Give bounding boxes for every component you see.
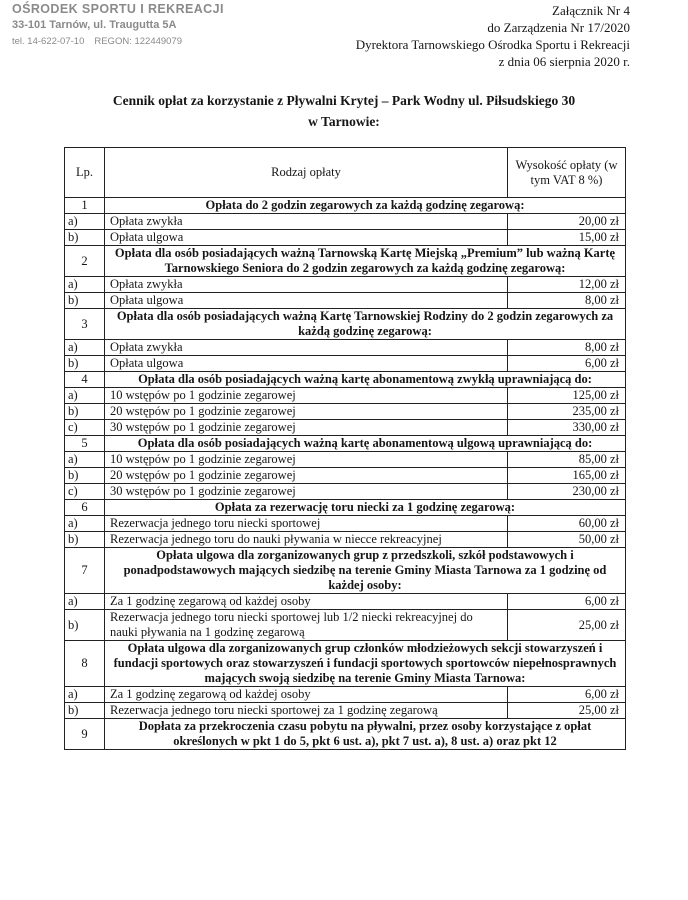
item-letter: a) bbox=[65, 452, 105, 468]
section-number: 4 bbox=[65, 372, 105, 388]
item-label: 10 wstępów po 1 godzinie zegarowej bbox=[105, 452, 508, 468]
table-row bbox=[65, 610, 626, 641]
section-number: 3 bbox=[65, 309, 105, 340]
table-row bbox=[65, 703, 626, 719]
table-row bbox=[65, 687, 626, 703]
item-letter: a) bbox=[65, 687, 105, 703]
section-row bbox=[65, 372, 626, 388]
table-row bbox=[65, 214, 626, 230]
title-line-1: Cennik opłat za korzystanie z Pływalni Krytej – Park Wodny ul. Piłsudskiego 30 bbox=[112, 93, 576, 108]
table-row bbox=[65, 594, 626, 610]
table-row bbox=[65, 452, 626, 468]
item-letter: a) bbox=[65, 340, 105, 356]
item-letter: b) bbox=[65, 468, 105, 484]
annex-line-2: do Zarządzenia Nr 17/2020 bbox=[487, 20, 630, 35]
item-letter: b) bbox=[65, 293, 105, 309]
table-row bbox=[65, 420, 626, 436]
title-line-2: w Tarnowie: bbox=[308, 114, 380, 129]
table-row bbox=[65, 277, 626, 293]
item-price: 25,00 zł bbox=[508, 610, 626, 641]
item-price: 15,00 zł bbox=[508, 230, 626, 246]
section-title: Opłata do 2 godzin zegarowych za każdą godzinę zegarową: bbox=[105, 198, 626, 214]
annex-line-4: z dnia 06 sierpnia 2020 r. bbox=[498, 54, 630, 69]
table-row bbox=[65, 468, 626, 484]
item-letter: a) bbox=[65, 388, 105, 404]
section-row bbox=[65, 548, 626, 594]
item-label: Opłata zwykła bbox=[105, 277, 508, 293]
section-title: Opłata dla osób posiadających ważną kartę abonamentową ulgową uprawniającą do: bbox=[105, 436, 626, 452]
item-label: Rezerwacja jednego toru niecki sportowej lub 1/2 niecki rekreacyjnej do nauki pływania na 1 godzinę zegarową bbox=[105, 610, 508, 641]
table-row bbox=[65, 356, 626, 372]
table-row bbox=[65, 516, 626, 532]
item-letter: c) bbox=[65, 420, 105, 436]
item-label: 10 wstępów po 1 godzinie zegarowej bbox=[105, 388, 508, 404]
item-letter: a) bbox=[65, 594, 105, 610]
item-price: 330,00 zł bbox=[508, 420, 626, 436]
section-title: Opłata dla osób posiadających ważną kartę abonamentową zwykłą uprawniającą do: bbox=[105, 372, 626, 388]
header-lp: Lp. bbox=[65, 148, 105, 198]
section-title: Opłata ulgowa dla zorganizowanych grup z przedszkoli, szkół podstawowych i ponadpodstawowych mających siedzibę na terenie Gminy Miasta Tarnowa za 1 godzinę od każdej osoby: bbox=[105, 548, 626, 594]
item-label: Za 1 godzinę zegarową od każdej osoby bbox=[105, 687, 508, 703]
item-label: 30 wstępów po 1 godzinie zegarowej bbox=[105, 420, 508, 436]
stamp-address: 33-101 Tarnów, ul. Traugutta 5A bbox=[12, 19, 177, 31]
section-title: Opłata za rezerwację toru niecki za 1 godzinę zegarową: bbox=[105, 500, 626, 516]
item-price: 60,00 zł bbox=[508, 516, 626, 532]
price-table bbox=[64, 147, 626, 750]
section-title: Opłata ulgowa dla zorganizowanych grup członków młodzieżowych sekcji stowarzyszeń i fundacji sportowych oraz stowarzyszeń i fundacji sportowych sportowców niepełnosprawnych mających swoją siedzibę na terenie Gminy Miasta Tarnowa: bbox=[105, 641, 626, 687]
item-price: 85,00 zł bbox=[508, 452, 626, 468]
item-letter: a) bbox=[65, 277, 105, 293]
section-title: Dopłata za przekroczenia czasu pobytu na pływalni, przez osoby korzystające z opłat określonych w pkt 1 do 5, pkt 6 ust. a), pkt 7 ust. a), 8 ust. a) oraz pkt 12 bbox=[105, 719, 626, 750]
item-price: 125,00 zł bbox=[508, 388, 626, 404]
item-letter: b) bbox=[65, 356, 105, 372]
item-label: Opłata ulgowa bbox=[105, 356, 508, 372]
table-row bbox=[65, 230, 626, 246]
item-letter: a) bbox=[65, 516, 105, 532]
stamp-phone: tel. 14-622-07-10 bbox=[12, 36, 85, 47]
section-row bbox=[65, 500, 626, 516]
header-type: Rodzaj opłaty bbox=[105, 148, 508, 198]
item-price: 6,00 zł bbox=[508, 687, 626, 703]
stamp-name: OŚRODEK SPORTU I REKREACJI bbox=[12, 2, 224, 16]
stamp-contact bbox=[12, 35, 224, 48]
item-price: 165,00 zł bbox=[508, 468, 626, 484]
item-label: Rezerwacja jednego toru do nauki pływania w niecce rekreacyjnej bbox=[105, 532, 508, 548]
annex-reference bbox=[356, 2, 630, 70]
header-price: Wysokość opłaty (w tym VAT 8 %) bbox=[508, 148, 626, 198]
section-number: 6 bbox=[65, 500, 105, 516]
section-number: 2 bbox=[65, 246, 105, 277]
item-letter: b) bbox=[65, 404, 105, 420]
item-label: Opłata ulgowa bbox=[105, 230, 508, 246]
section-number: 8 bbox=[65, 641, 105, 687]
section-number: 1 bbox=[65, 198, 105, 214]
item-label: Opłata zwykła bbox=[105, 214, 508, 230]
item-label: Rezerwacja jednego toru niecki sportowej za 1 godzinę zegarową bbox=[105, 703, 508, 719]
item-price: 235,00 zł bbox=[508, 404, 626, 420]
item-label: 30 wstępów po 1 godzinie zegarowej bbox=[105, 484, 508, 500]
item-letter: b) bbox=[65, 230, 105, 246]
item-label: Opłata ulgowa bbox=[105, 293, 508, 309]
section-row bbox=[65, 436, 626, 452]
office-stamp bbox=[12, 2, 224, 48]
section-title: Opłata dla osób posiadających ważną Kartę Tarnowskiej Rodziny do 2 godzin zegarowych za każdą godzinę zegarową: bbox=[105, 309, 626, 340]
item-label: 20 wstępów po 1 godzinie zegarowej bbox=[105, 468, 508, 484]
item-price: 12,00 zł bbox=[508, 277, 626, 293]
section-row bbox=[65, 198, 626, 214]
item-label: Za 1 godzinę zegarową od każdej osoby bbox=[105, 594, 508, 610]
section-number: 7 bbox=[65, 548, 105, 594]
section-row bbox=[65, 719, 626, 750]
item-letter: c) bbox=[65, 484, 105, 500]
item-letter: b) bbox=[65, 532, 105, 548]
section-row bbox=[65, 309, 626, 340]
table-row bbox=[65, 340, 626, 356]
section-row bbox=[65, 246, 626, 277]
item-price: 8,00 zł bbox=[508, 293, 626, 309]
item-price: 50,00 zł bbox=[508, 532, 626, 548]
item-price: 8,00 zł bbox=[508, 340, 626, 356]
item-price: 20,00 zł bbox=[508, 214, 626, 230]
item-letter: b) bbox=[65, 703, 105, 719]
section-row bbox=[65, 641, 626, 687]
annex-line-3: Dyrektora Tarnowskiego Ośrodka Sportu i Rekreacji bbox=[355, 37, 630, 52]
table-row bbox=[65, 293, 626, 309]
item-label: 20 wstępów po 1 godzinie zegarowej bbox=[105, 404, 508, 420]
annex-line-1: Załącznik Nr 4 bbox=[552, 3, 630, 18]
item-price: 25,00 zł bbox=[508, 703, 626, 719]
price-table-body bbox=[65, 148, 626, 750]
item-price: 6,00 zł bbox=[508, 594, 626, 610]
section-number: 9 bbox=[65, 719, 105, 750]
item-label: Rezerwacja jednego toru niecki sportowej bbox=[105, 516, 508, 532]
table-row bbox=[65, 484, 626, 500]
table-header-row bbox=[65, 148, 626, 198]
stamp-regon: REGON: 122449079 bbox=[94, 36, 183, 47]
table-row bbox=[65, 404, 626, 420]
section-title: Opłata dla osób posiadających ważną Tarnowską Kartę Miejską „Premium” lub ważną Kartę Tarnowskiego Seniora do 2 godzin zegarowych za każdą godzinę zegarową: bbox=[105, 246, 626, 277]
section-number: 5 bbox=[65, 436, 105, 452]
table-row bbox=[65, 532, 626, 548]
document-title bbox=[0, 90, 688, 132]
table-row bbox=[65, 388, 626, 404]
item-letter: b) bbox=[65, 610, 105, 641]
item-letter: a) bbox=[65, 214, 105, 230]
item-price: 6,00 zł bbox=[508, 356, 626, 372]
item-price: 230,00 zł bbox=[508, 484, 626, 500]
item-label: Opłata zwykła bbox=[105, 340, 508, 356]
